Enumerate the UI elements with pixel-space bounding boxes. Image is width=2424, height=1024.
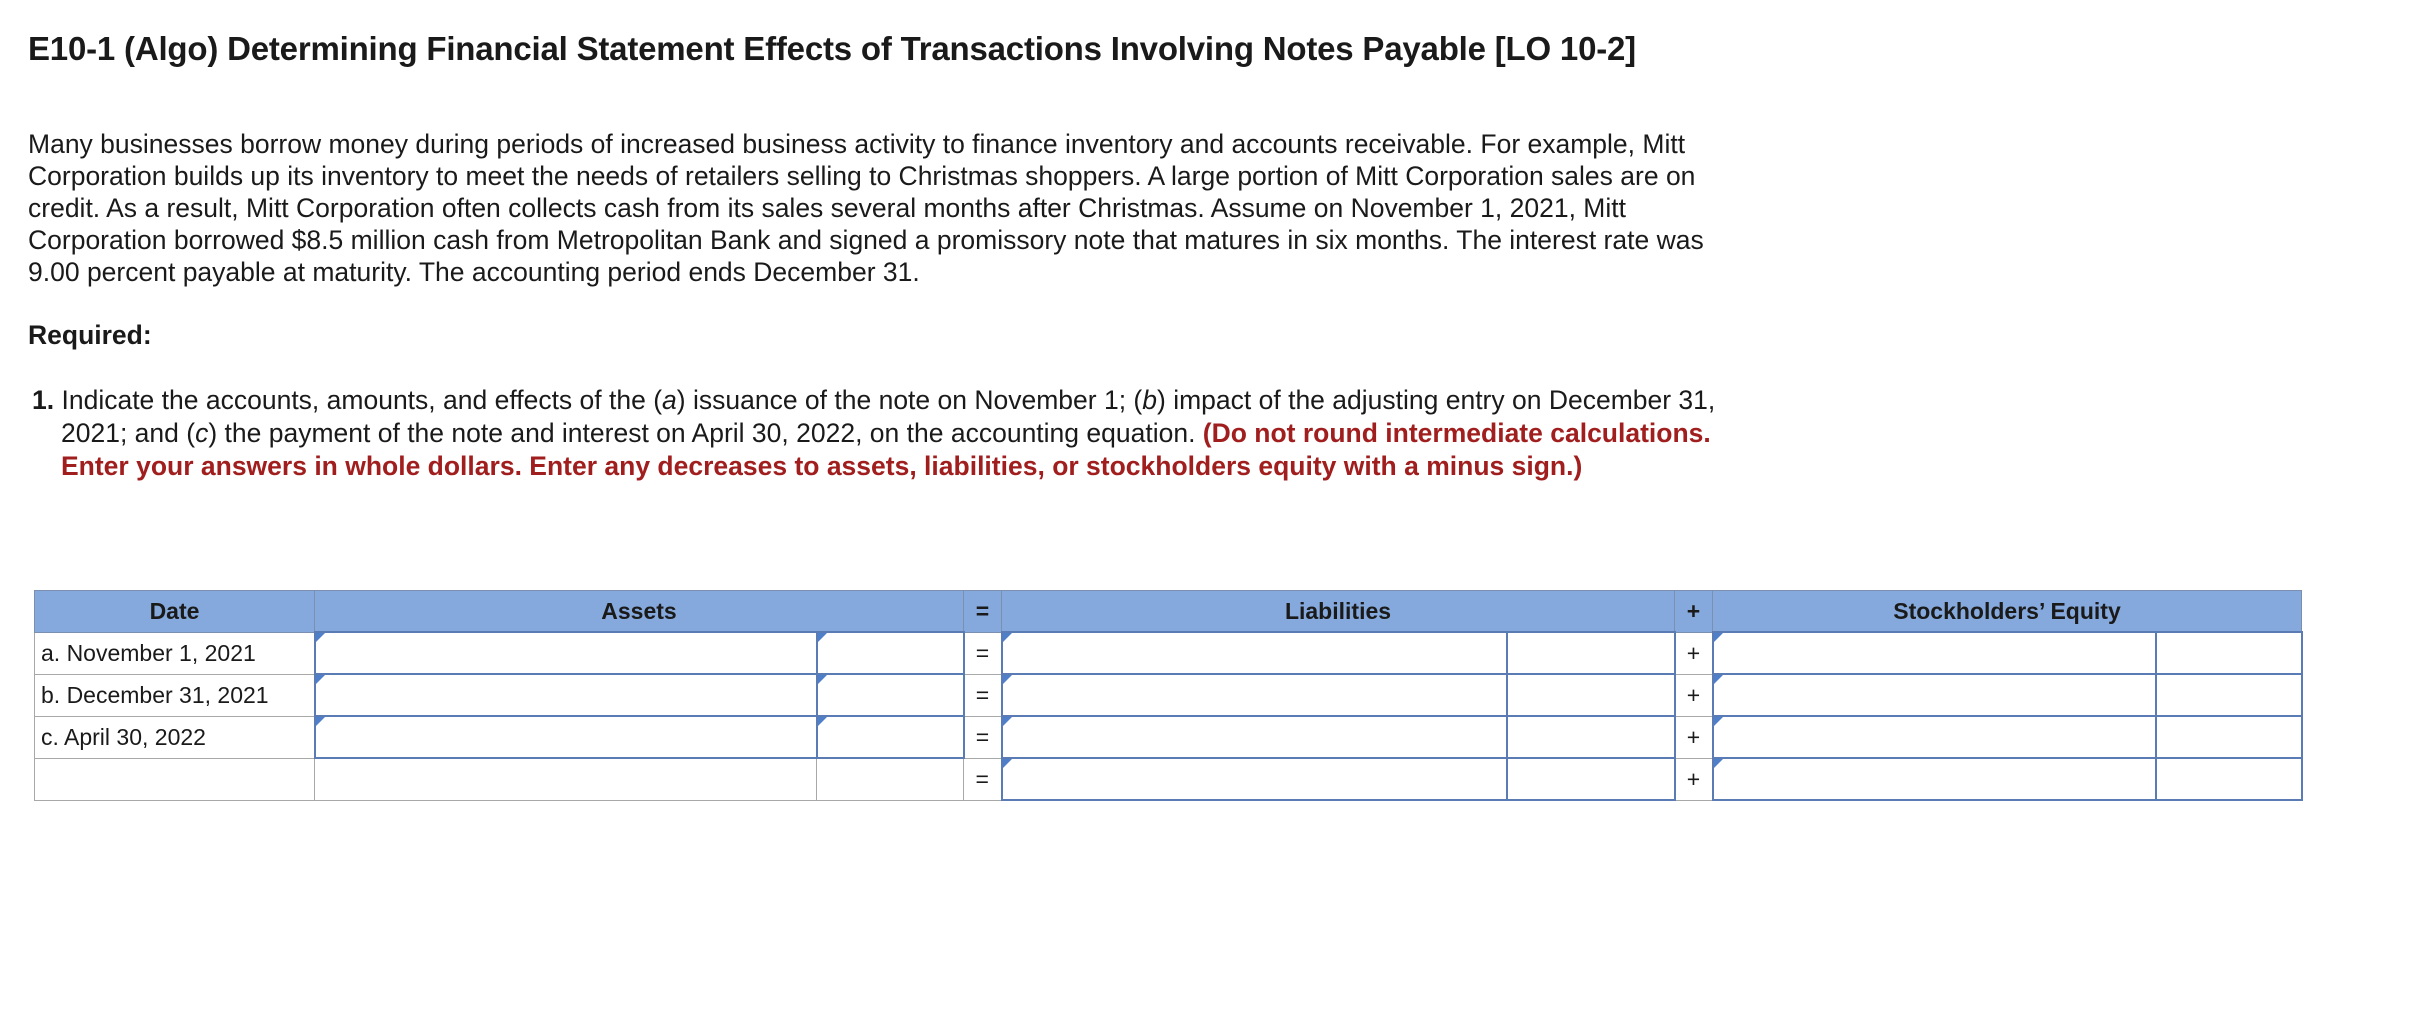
question-text-4: ) the payment of the note and interest on April 30, 2022, on the accounting equation.: [208, 418, 1203, 448]
row-date: b. December 31, 2021: [35, 674, 315, 716]
required-label: Required:: [28, 320, 152, 350]
liabilities-amount-input[interactable]: [1507, 632, 1675, 674]
assets-amount-input[interactable]: [817, 674, 964, 716]
liabilities-amount-field[interactable]: [1508, 675, 1674, 715]
dropdown-marker-icon: [1714, 675, 1723, 684]
liabilities-account-dropdown[interactable]: [1002, 716, 1507, 758]
assets-amount-input[interactable]: [817, 632, 964, 674]
equity-account-dropdown[interactable]: [1713, 716, 2156, 758]
assets-empty-cell: [315, 758, 817, 800]
dropdown-marker-icon: [1003, 759, 1012, 768]
equity-amount-field[interactable]: [2157, 759, 2301, 799]
question-instruction: (Do not round intermediate calculations. Enter your answers in whole dollars. Enter any decreases to assets, liabilities, or stockholders equity with a minus sign.): [61, 418, 1711, 481]
question-text-2: ) issuance of the note on November 1; (: [676, 385, 1143, 415]
liabilities-amount-input[interactable]: [1507, 674, 1675, 716]
question-a: a: [662, 385, 677, 415]
equity-amount-field[interactable]: [2157, 633, 2301, 673]
plus-sign: +: [1675, 674, 1713, 716]
liabilities-amount-input[interactable]: [1507, 716, 1675, 758]
table-row: [35, 716, 2302, 758]
plus-sign: +: [1675, 758, 1713, 800]
table-row: [35, 758, 2302, 800]
equity-amount-field[interactable]: [2157, 675, 2301, 715]
equals-sign: =: [964, 674, 1002, 716]
assets-account-dropdown[interactable]: [315, 674, 817, 716]
plus-sign: +: [1675, 716, 1713, 758]
header-date: Date: [35, 591, 315, 633]
dropdown-marker-icon: [316, 633, 325, 642]
equity-amount-input[interactable]: [2156, 632, 2302, 674]
dropdown-marker-icon: [316, 675, 325, 684]
question-b: b: [1142, 385, 1158, 415]
row-date: c. April 30, 2022: [35, 716, 315, 758]
table-row: [35, 632, 2302, 674]
equity-amount-input[interactable]: [2156, 674, 2302, 716]
equity-account-dropdown[interactable]: [1713, 758, 2156, 800]
plus-sign: +: [1675, 632, 1713, 674]
question-1: [32, 384, 1781, 483]
equity-account-dropdown[interactable]: [1713, 674, 2156, 716]
question-text-1: Indicate the accounts, amounts, and effects of the (: [61, 385, 663, 415]
table-row: [35, 674, 2302, 716]
accounting-equation-table: [34, 590, 2303, 801]
assets-account-dropdown[interactable]: [315, 716, 817, 758]
page-title: E10-1 (Algo) Determining Financial Statement Effects of Transactions Involving Notes Payable [LO 10-2]: [28, 30, 1636, 67]
question-number: 1.: [32, 385, 55, 415]
assets-amount-field[interactable]: [818, 633, 963, 673]
question-text-3: ) impact of the adjusting entry on December 31, 2021; and (: [61, 385, 1716, 448]
row-date: [35, 758, 315, 800]
dropdown-marker-icon: [1714, 759, 1723, 768]
equity-amount-field[interactable]: [2157, 717, 2301, 757]
liabilities-amount-field[interactable]: [1508, 633, 1674, 673]
header-equity: Stockholders’ Equity: [1713, 591, 2302, 633]
liabilities-amount-input[interactable]: [1507, 758, 1675, 800]
liabilities-amount-field[interactable]: [1508, 759, 1674, 799]
assets-amount-field[interactable]: [818, 717, 963, 757]
dropdown-marker-icon: [1003, 633, 1012, 642]
dropdown-marker-icon: [1003, 675, 1012, 684]
liabilities-account-dropdown[interactable]: [1002, 674, 1507, 716]
header-assets: Assets: [315, 591, 964, 633]
header-plus: +: [1675, 591, 1713, 633]
assets-amount-input[interactable]: [817, 716, 964, 758]
liabilities-amount-field[interactable]: [1508, 717, 1674, 757]
assets-amount-field[interactable]: [818, 675, 963, 715]
assets-account-dropdown[interactable]: [315, 632, 817, 674]
equity-amount-input[interactable]: [2156, 716, 2302, 758]
equals-sign: =: [964, 758, 1002, 800]
liabilities-account-dropdown[interactable]: [1002, 632, 1507, 674]
question-c: c: [195, 418, 209, 448]
equity-amount-input[interactable]: [2156, 758, 2302, 800]
equals-sign: =: [964, 716, 1002, 758]
equals-sign: =: [964, 632, 1002, 674]
dropdown-marker-icon: [1003, 717, 1012, 726]
dropdown-marker-icon: [1714, 717, 1723, 726]
header-equals: =: [964, 591, 1002, 633]
dropdown-marker-icon: [1714, 633, 1723, 642]
table-header-row: [35, 591, 2302, 633]
row-date: a. November 1, 2021: [35, 632, 315, 674]
dropdown-marker-icon: [316, 717, 325, 726]
equity-account-dropdown[interactable]: [1713, 632, 2156, 674]
header-liabilities: Liabilities: [1002, 591, 1675, 633]
assets-empty-cell: [817, 758, 964, 800]
problem-intro: Many businesses borrow money during periods of increased business activity to finance inventory and accounts receivable. For example, Mitt Corporation builds up its inventory to meet the needs of retailers selling to Christmas shoppers. A large portion of Mitt Corporation sales are on credit. As a result, Mitt Corporation often collects cash from its sales several months after Christmas. Assume on November 1, 2021, Mitt Corporation borrowed $8.5 million cash from Metropolitan Bank and signed a promissory note that matures in six months. The interest rate was 9.00 percent payable at maturity. The accounting period ends December 31.: [28, 129, 1704, 287]
liabilities-account-dropdown[interactable]: [1002, 758, 1507, 800]
